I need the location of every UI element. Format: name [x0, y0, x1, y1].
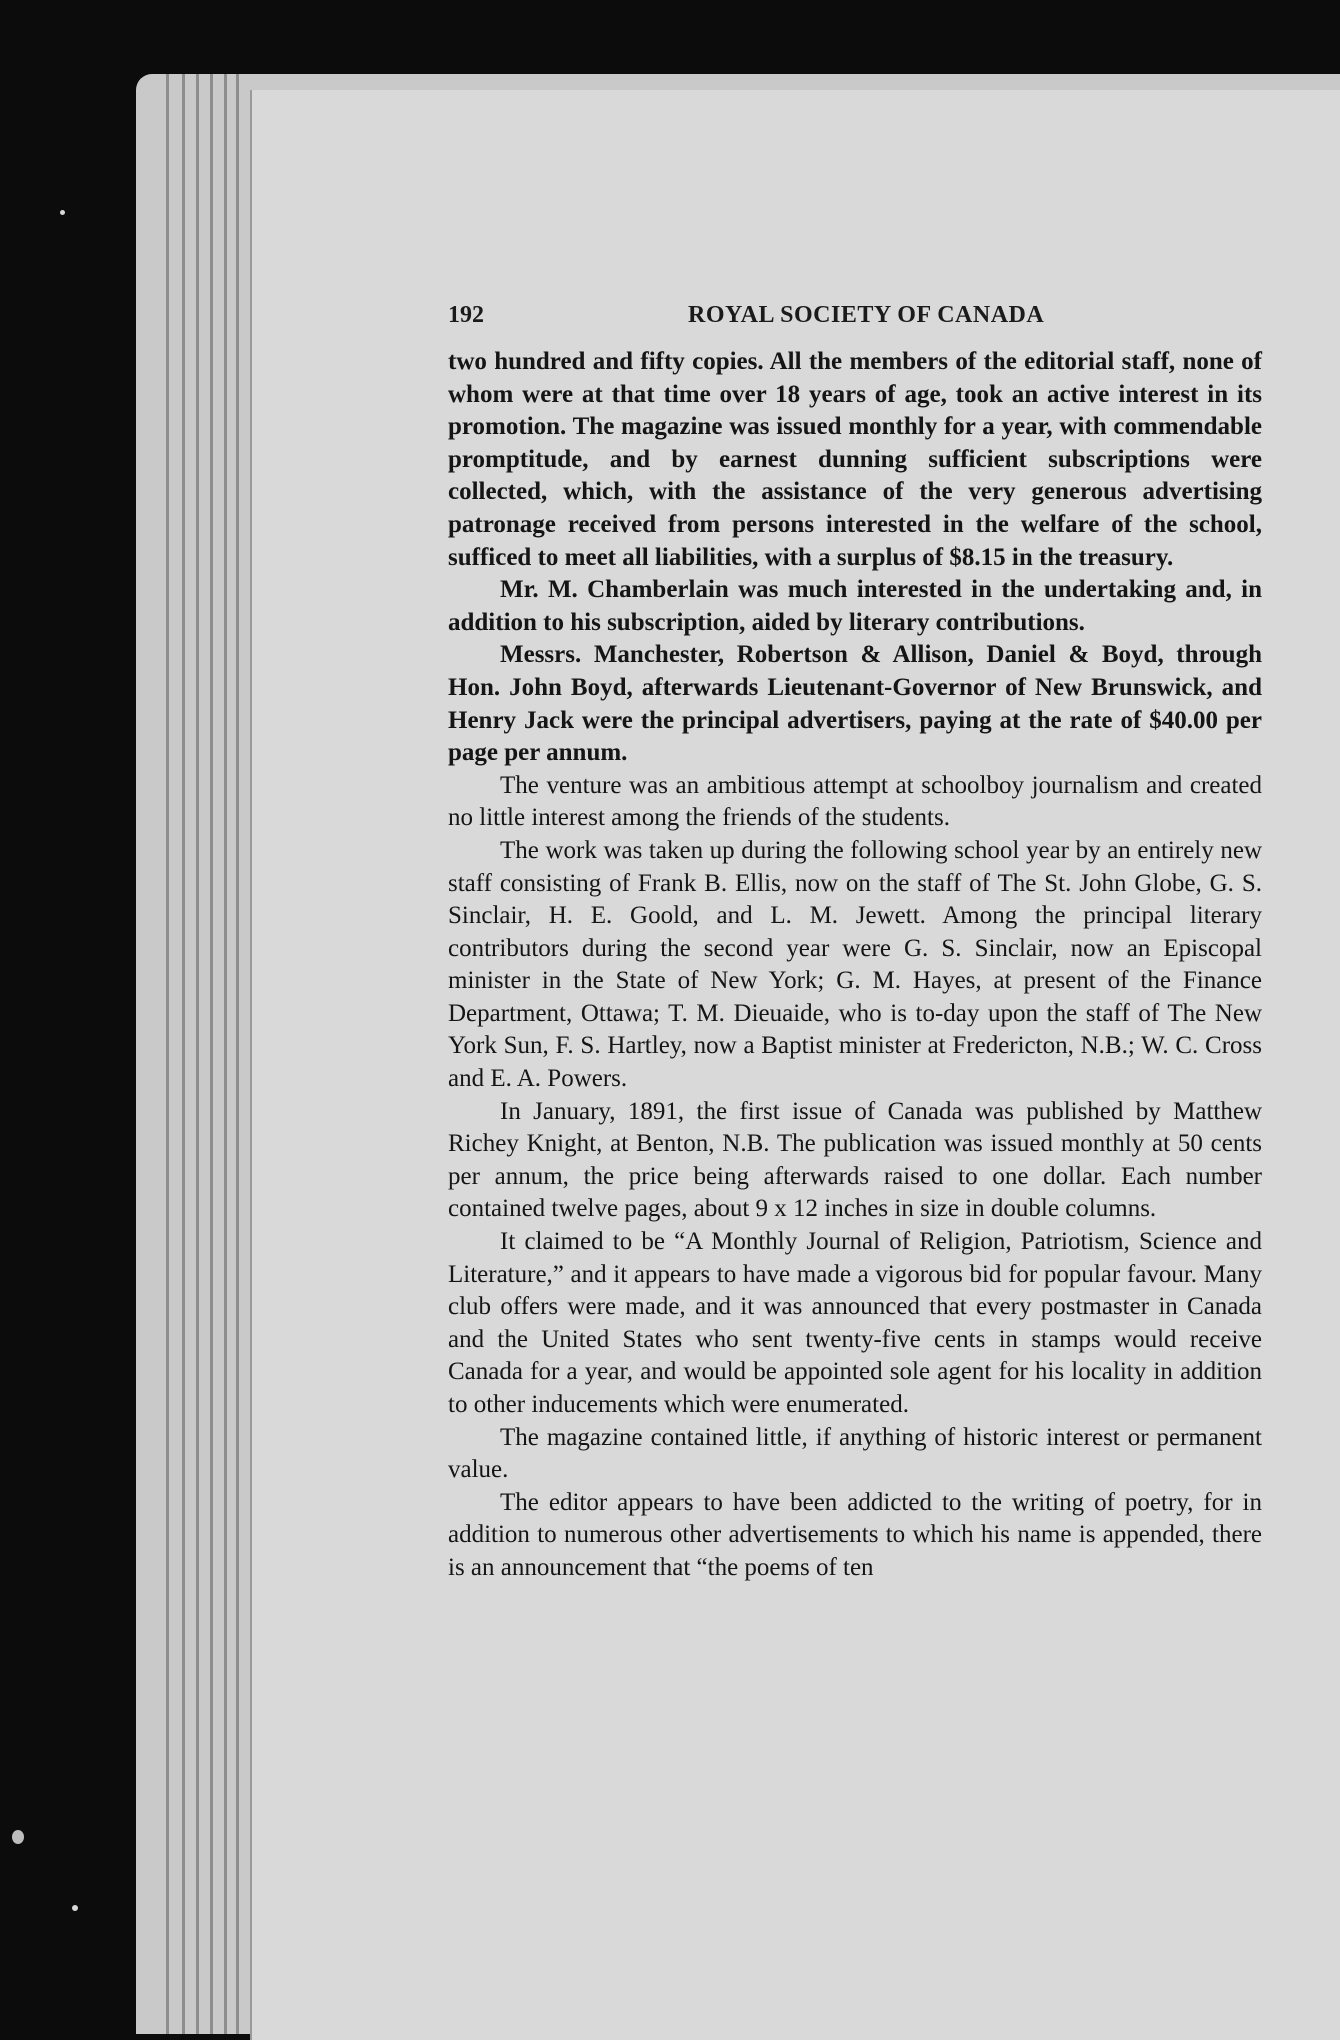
page-edge: [182, 74, 185, 2034]
body-text: [448, 346, 1262, 1585]
paragraph: It claimed to be “A Monthly Journal of Religion, Patriotism, Science and Literature,” and it appears to have made a vigorous bid for popular favour. Many club offers were made, and it was announced that every postmaster in Canada and the United States who sent twenty-five cents in stamps would receive Canada for a year, and would be appointed sole agent for his locality in addition to other inducements which were enumerated.: [448, 1228, 1262, 1418]
paragraph: The work was taken up during the following school year by an entirely new staff consisting of Frank B. Ellis, now on the staff of The St. John Globe, G. S. Sinclair, H. E. Goold, and L. M. Jewett. Among the principal literary contributors during the second year were G. S. Sinclair, now an Episcopal minister in the State of New York; G. M. Hayes, at present of the Finance Department, Ottawa; T. M. Dieuaide, who is to-day upon the staff of The New York Sun, F. S. Hartley, now a Baptist minister at Fredericton, N.B.; W. C. Cross and E. A. Powers.: [448, 836, 1262, 1093]
paragraph: In January, 1891, the first issue of Canada was published by Matthew Richey Knight, at Benton, N.B. The publication was issued monthly at 50 cents per annum, the price being afterwards raised to one dollar. Each number contained twelve pages, about 9 x 12 inches in size in double columns.: [448, 1097, 1262, 1223]
page-edge: [224, 74, 227, 2034]
dust-speck: [72, 1905, 78, 1911]
dust-speck: [60, 210, 65, 215]
page-edge: [196, 74, 199, 2034]
page-header: [448, 302, 1248, 342]
dust-speck: [12, 1830, 24, 1844]
paragraph: The editor appears to have been addicted to the writing of poetry, for in addition to numerous other advertisements to which his name is appended, there is an announcement that “the poems of ten: [448, 1488, 1262, 1581]
paragraph: two hundred and fifty copies. All the members of the editorial staff, none of whom were at that time over 18 years of age, took an active interest in its promotion. The magazine was issued monthly for a year, with commendable promptitude, and by earnest dunning sufficient subscriptions were collected, which, with the assistance of the very generous advertising patronage received from persons interested in the welfare of the school, sufficed to meet all liabilities, with a surplus of $8.15 in the treasury.: [448, 348, 1262, 571]
page-number: 192: [448, 302, 484, 328]
paragraph: The venture was an ambitious attempt at schoolboy journalism and created no little interest among the friends of the students.: [448, 771, 1262, 832]
page-edge: [210, 74, 213, 2034]
page-edge: [236, 74, 239, 2034]
paragraph: Messrs. Manchester, Robertson & Allison, Daniel & Boyd, through Hon. John Boyd, afterwards Lieutenant-Governor of New Brunswick, and Henry Jack were the principal advertisers, paying at the rate of $40.00 per page per annum.: [448, 641, 1262, 767]
paragraph: The magazine contained little, if anything of historic interest or permanent value.: [448, 1423, 1262, 1484]
paragraph: Mr. M. Chamberlain was much interested in the undertaking and, in addition to his subscription, aided by literary contributions.: [448, 576, 1262, 636]
page-edge: [166, 74, 169, 2034]
running-head: ROYAL SOCIETY OF CANADA: [688, 302, 1045, 328]
